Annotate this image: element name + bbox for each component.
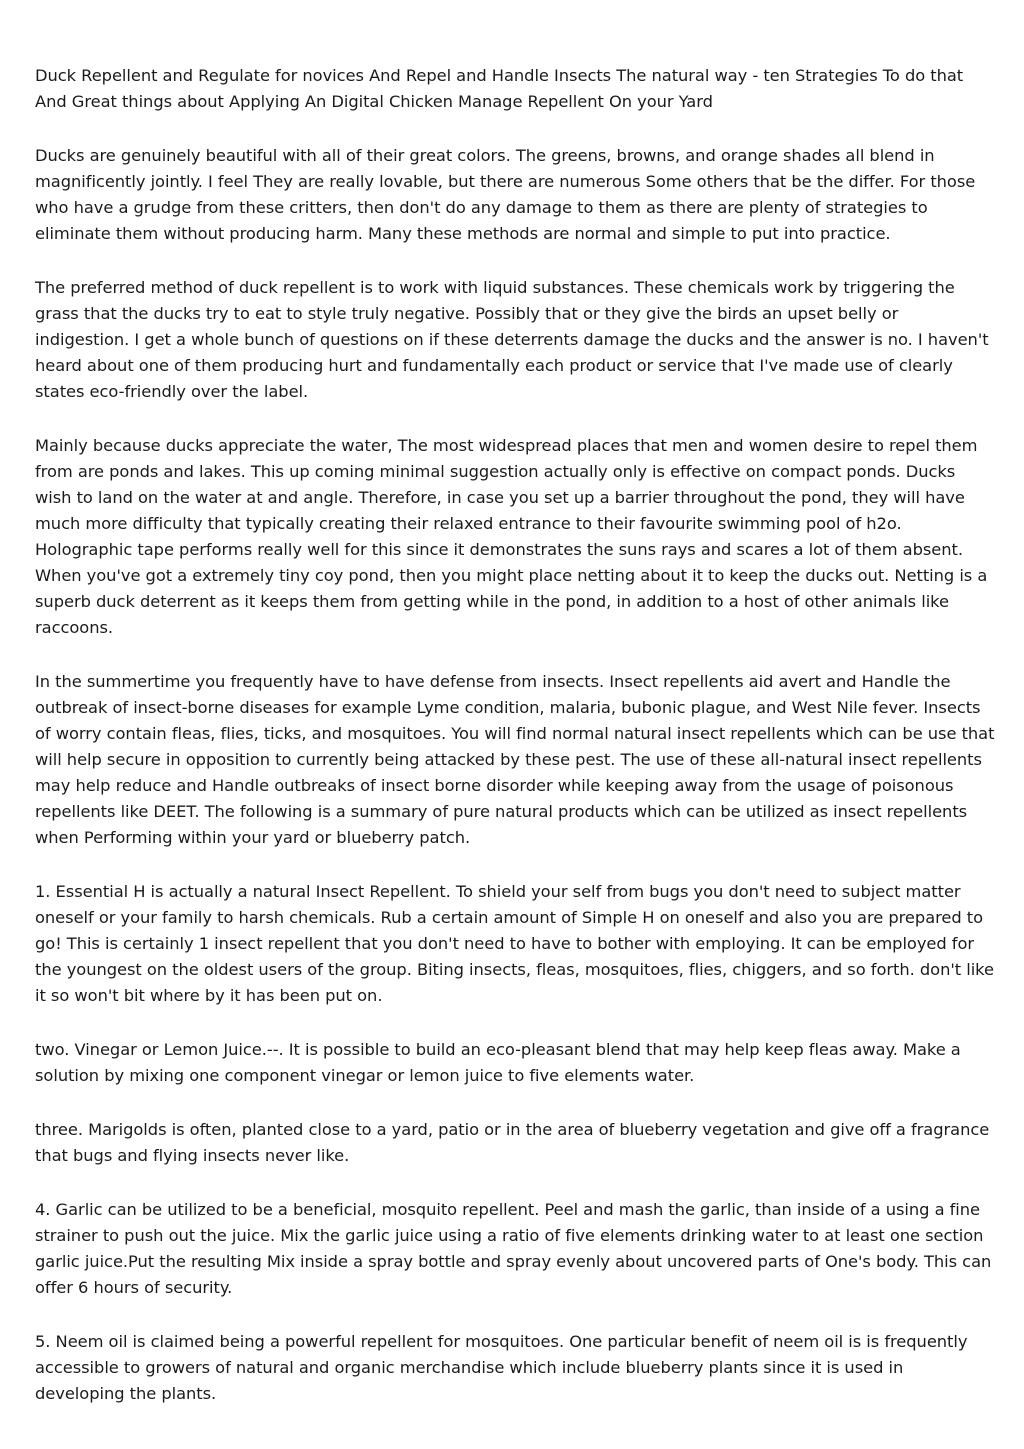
paragraph-item-2: two. Vinegar or Lemon Juice.--. It is possible to build an eco-pleasant blend that may help keep fleas away. Make a solution by mixing one component vinegar or lemon juice to five elements water.	[35, 1040, 961, 1085]
paragraph-item-3: three. Marigolds is often, planted close to a yard, patio or in the area of blueberry vegetation and give off a fragrance that bugs and flying insects never like.	[35, 1120, 990, 1165]
paragraph-item-4: 4. Garlic can be utilized to be a beneficial, mosquito repellent. Peel and mash the garlic, than inside of a using a fine strainer to push out the juice. Mix the garlic juice using a ratio of five elements drinking water to at least one section garlic juice.Put the resulting Mix inside a spray bottle and spray evenly about uncovered parts of One's body. This can offer 6 hours of security.	[35, 1200, 992, 1297]
paragraph-item-5: 5. Neem oil is claimed being a powerful repellent for mosquitoes. One particular benefit of neem oil is is frequently accessible to growers of natural and organic merchandise which include blueberry plants since it is used in developing the plants.	[35, 1332, 968, 1403]
paragraph-liquid-repellent: The preferred method of duck repellent is to work with liquid substances. These chemicals work by triggering the grass that the ducks try to eat to style truly negative. Possibly that or they give the birds an upset belly or indigestion. I get a whole bunch of questions on if these deterrents damage the ducks and the answer is no. I haven't heard about one of them producing hurt and fundamentally each product or service that I've made use of clearly states eco-friendly over the label.	[35, 278, 989, 401]
document-page	[35, 63, 995, 1435]
paragraph-item-1: 1. Essential H is actually a natural Insect Repellent. To shield your self from bugs you don't need to subject matter oneself or your family to harsh chemicals. Rub a certain amount of Simple H on oneself and also you are prepared to go! This is certainly 1 insect repellent that you don't need to have to bother with employing. It can be employed for the youngest on the oldest users of the group. Biting insects, fleas, mosquitoes, flies, chiggers, and so forth. don't like it so won't bit where by it has been put on.	[35, 882, 994, 1005]
paragraph-ducks-intro: Ducks are genuinely beautiful with all of their great colors. The greens, browns, and orange shades all blend in magnificently jointly. I feel They are really lovable, but there are numerous Some others that be the differ. For those who have a grudge from these critters, then don't do any damage to them as there are plenty of strategies to eliminate them without producing harm. Many these methods are normal and simple to put into practice.	[35, 146, 976, 243]
paragraph-ponds: Mainly because ducks appreciate the water, The most widespread places that men and women desire to repel them from are ponds and lakes. This up coming minimal suggestion actually only is effective on compact ponds. Ducks wish to land on the water at and angle. Therefore, in case you set up a barrier throughout the pond, they will have much more difficulty that typically creating their relaxed entrance to their favourite swimming pool of h2o. Holographic tape performs really well for this since it demonstrates the suns rays and scares a lot of them absent. When you've got a extremely tiny coy pond, then you might place netting about it to keep the ducks out. Netting is a superb duck deterrent as it keeps them from getting while in the pond, in addition to a host of other animals like raccoons.	[35, 436, 988, 637]
paragraph-insects: In the summertime you frequently have to have defense from insects. Insect repellents aid avert and Handle the outbreak of insect-borne diseases for example Lyme condition, malaria, bubonic plague, and West Nile fever. Insects of worry contain fleas, flies, ticks, and mosquitoes. You will find normal natural insect repellents which can be use that will help secure in opposition to currently being attacked by these pest. The use of these all-natural insect repellents may help reduce and Handle outbreaks of insect borne disorder while keeping away from the usage of poisonous repellents like DEET. The following is a summary of pure natural products which can be utilized as insect repellents when Performing within your yard or blueberry patch.	[35, 672, 995, 847]
document-title: Duck Repellent and Regulate for novices And Repel and Handle Insects The natural way - ten Strategies To do that And Great things about Applying An Digital Chicken Manage Repellent On your Yard	[35, 66, 964, 111]
